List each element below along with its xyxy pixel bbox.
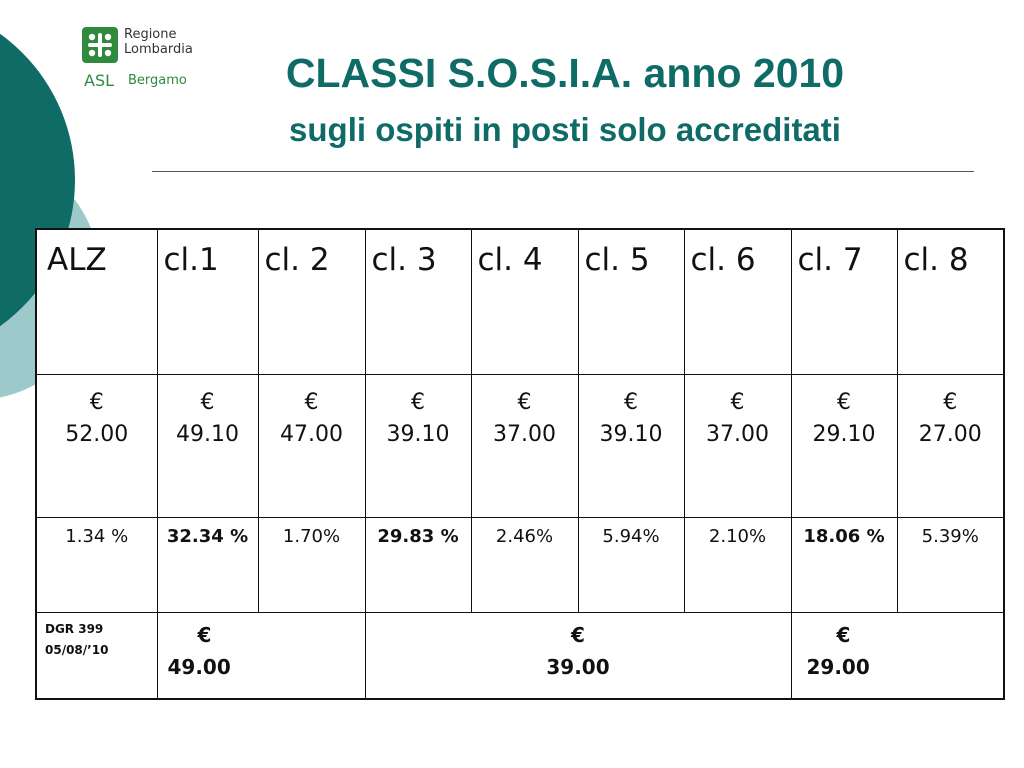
currency-symbol: €: [836, 623, 851, 647]
title-divider: [152, 171, 974, 172]
table-header-row: [36, 229, 1004, 375]
price-value: 37.00: [706, 422, 769, 447]
price-value: 29.10: [812, 422, 876, 447]
header-cell: cl. 4: [477, 242, 543, 278]
price-value: 39.10: [599, 422, 663, 447]
logo-bergamo: Bergamo: [128, 73, 187, 88]
header-cell: cl. 5: [584, 242, 650, 278]
dgr-value-cell: [366, 613, 791, 683]
dgr-amount: 49.00: [167, 655, 231, 679]
header-cell: cl. 7: [797, 242, 863, 278]
price-value: 27.00: [918, 422, 982, 447]
dgr-label-line1: DGR 399: [45, 622, 104, 636]
price-value: 39.10: [386, 422, 450, 447]
price-cell: [37, 375, 157, 451]
price-value: 49.10: [176, 422, 239, 447]
dgr-amount: 39.00: [546, 655, 610, 679]
price-cell: [792, 375, 897, 451]
percentage-cell: 18.06 %: [803, 526, 885, 547]
price-cell: [472, 375, 578, 451]
percentage-cell: 29.83 %: [377, 526, 459, 547]
percentage-cell: 1.70%: [282, 526, 341, 547]
dgr-label: [37, 613, 157, 661]
currency-symbol: €: [943, 390, 958, 415]
currency-symbol: €: [624, 390, 638, 415]
header-cell: cl. 6: [690, 242, 756, 278]
price-cell: [685, 375, 791, 451]
currency-symbol: €: [197, 623, 212, 647]
table-dgr-row: [36, 613, 1004, 700]
dgr-value-cell: [158, 613, 365, 683]
classes-table: [35, 228, 1005, 700]
header-cell: cl. 8: [903, 242, 969, 278]
dgr-label-line2: 05/08/’10: [45, 643, 109, 657]
logo-region-line2: Lombardia: [124, 42, 193, 57]
logo-region-line1: Regione: [124, 27, 177, 42]
price-value: 52.00: [65, 422, 129, 447]
price-cell: [898, 375, 1004, 451]
currency-symbol: €: [89, 390, 104, 415]
page-subtitle: sugli ospiti in posti solo accreditati: [289, 111, 841, 148]
header-cell: ALZ: [47, 242, 107, 278]
currency-symbol: €: [571, 623, 585, 647]
price-cell: [259, 375, 365, 451]
price-cell: [579, 375, 684, 451]
logo-asl: ASL: [84, 71, 115, 90]
lombardia-rose-icon: [82, 27, 118, 63]
currency-symbol: €: [304, 390, 319, 415]
price-cell: [158, 375, 258, 451]
table-percentage-row: [36, 518, 1004, 613]
table-price-row: [36, 375, 1004, 518]
currency-symbol: €: [200, 390, 215, 415]
dgr-value-cell: [792, 613, 1004, 683]
header-cell: cl. 3: [371, 242, 437, 278]
percentage-cell: 2.46%: [495, 526, 554, 547]
currency-symbol: €: [517, 390, 532, 415]
currency-symbol: €: [411, 390, 425, 415]
header-cell: cl.1: [163, 242, 219, 278]
percentage-cell: 5.94%: [602, 526, 660, 547]
price-cell: [366, 375, 471, 451]
percentage-cell: 2.10%: [708, 526, 767, 547]
currency-symbol: €: [730, 390, 745, 415]
currency-symbol: €: [837, 390, 851, 415]
percentage-cell: 32.34 %: [166, 526, 249, 547]
percentage-cell: 5.39%: [921, 526, 979, 547]
percentage-cell: 1.34 %: [65, 526, 129, 547]
page-title: CLASSI S.O.S.I.A. anno 2010: [285, 50, 845, 96]
dgr-amount: 29.00: [806, 655, 870, 679]
header-cell: cl. 2: [264, 242, 330, 278]
price-value: 37.00: [493, 422, 556, 447]
price-value: 47.00: [280, 422, 343, 447]
